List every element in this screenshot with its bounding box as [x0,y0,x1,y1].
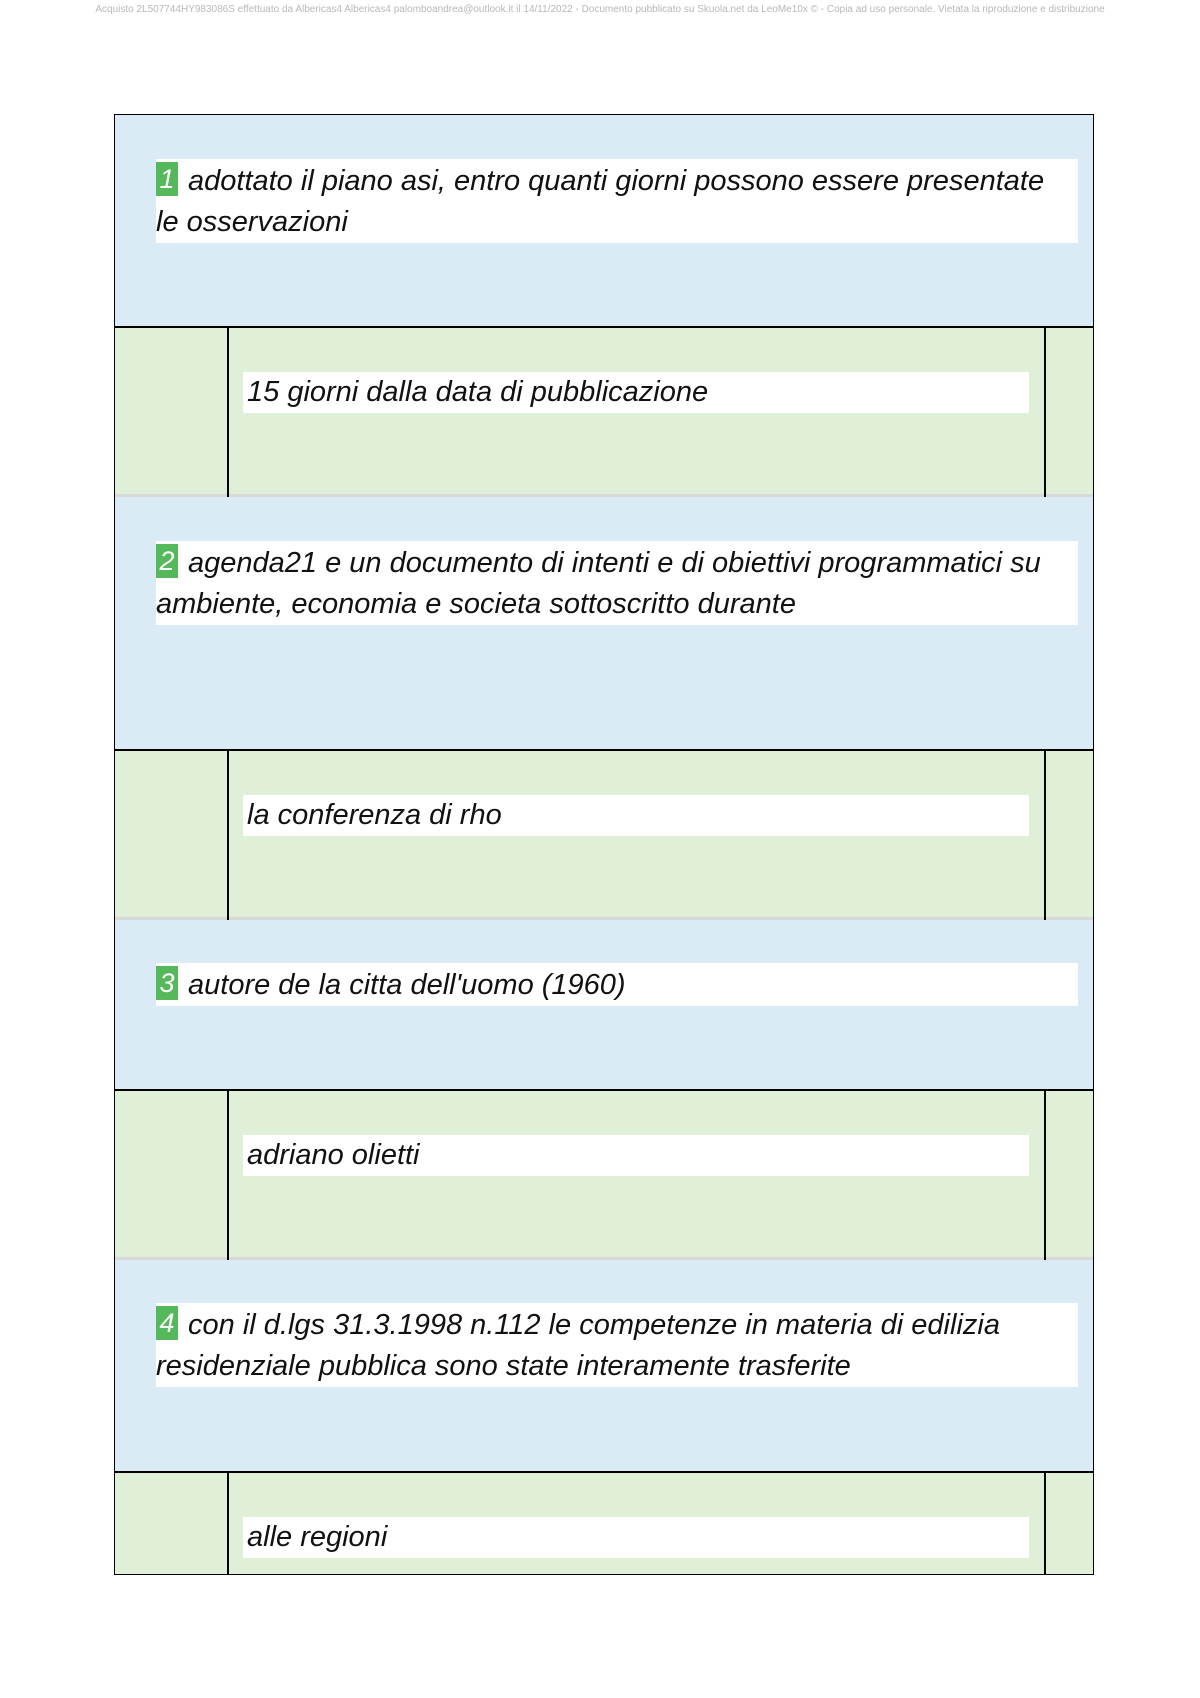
answer-box [243,795,1029,836]
answer-text: alle regioni [247,1521,388,1553]
watermark: Acquisto 2L507744HY983086S effettuato da Albericas4 Albericas4 palomboandrea@outlook.it il 14/11/2022 - Documento pubblicato su Skuola.net da LeoMe10x © - Copia ad uso personale. Vietata la riproduzione e distribuzione [95,4,1105,15]
answer-block [115,1091,1093,1260]
answer-box [243,1135,1029,1176]
answer-box [243,1517,1029,1558]
question-text: autore de la citta dell'uomo (1960) [188,969,626,1001]
answer-text: 15 giorni dalla data di pubblicazione [247,376,709,408]
question-number-badge: 1 [156,162,178,196]
question-block [115,1260,1093,1473]
question-block [115,497,1093,751]
answer-text: adriano olietti [247,1139,420,1171]
question-box [156,541,1078,625]
answer-block [115,751,1093,920]
question-block [115,920,1093,1091]
answer-block [115,328,1093,497]
question-box [156,159,1078,243]
flashcard-sheet [114,114,1094,1575]
question-box [156,1303,1078,1387]
question-text: agenda21 e un documento di intenti e di obiettivi programmatici su ambiente, economia e societa sottoscritto durante [156,547,1041,620]
question-number-badge: 2 [156,544,178,578]
question-text: con il d.lgs 31.3.1998 n.112 le competenze in materia di edilizia residenziale pubblica sono state interamente trasferite [156,1309,1000,1382]
answer-box [243,372,1029,413]
question-box [156,963,1078,1006]
answer-text: la conferenza di rho [247,799,502,831]
question-number-badge: 4 [156,1306,178,1340]
answer-block [115,1473,1093,1575]
question-block [115,115,1093,328]
question-text: adottato il piano asi, entro quanti giorni possono essere presentate le osservazioni [156,165,1045,238]
question-number-badge: 3 [156,966,178,1000]
